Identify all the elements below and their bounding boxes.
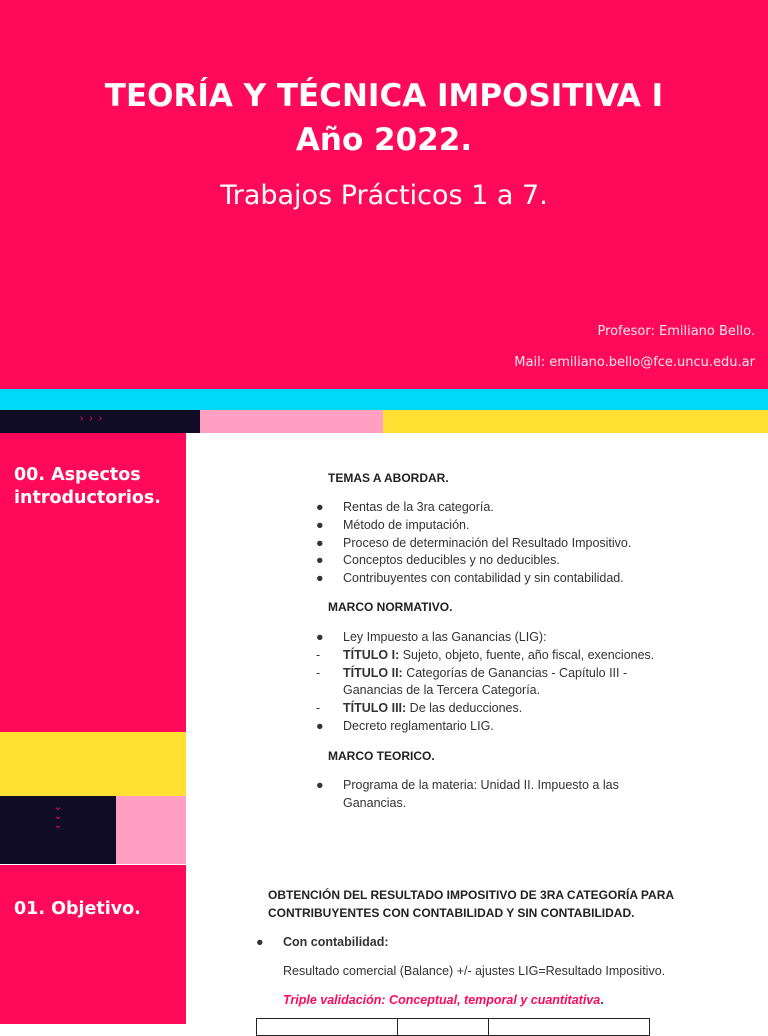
list-item: ● Programa de la materia: Unidad II. Impuesto a las Ganancias.	[316, 778, 619, 810]
list-item: ● Decreto reglamentario LIG.	[316, 718, 680, 736]
chevron-right-icons	[80, 413, 108, 424]
cover-header	[0, 0, 768, 389]
list-item: - TÍTULO I: Sujeto, objeto, fuente, año fiscal, exenciones.	[316, 647, 680, 665]
marco-teorico-list	[316, 777, 680, 813]
section-0-title: 00. Aspectos introductorios.	[14, 465, 161, 508]
sidebar-pink-block	[116, 796, 186, 864]
bullet-icon: ●	[256, 935, 264, 949]
list-item: ● Contribuyentes con contabilidad y sin contabilidad.	[316, 570, 696, 588]
bullet-icon: ●	[316, 630, 324, 644]
con-contabilidad-item: ● Con contabilidad:	[256, 934, 696, 952]
list-item: ● Ley Impuesto a las Ganancias (LIG):	[316, 629, 680, 647]
marco-teorico-heading: MARCO TEORICO.	[328, 749, 435, 763]
sidebar-yellow-block	[0, 732, 186, 796]
dash-icon: -	[316, 647, 321, 662]
temas-heading: TEMAS A ABORDAR.	[328, 471, 449, 485]
partial-table	[256, 1018, 650, 1036]
formula-text: Resultado comercial (Balance) +/- ajustes LIG=Resultado Impositivo.	[283, 964, 666, 978]
list-item: - TÍTULO II: Categorías de Ganancias - Capítulo III - Ganancias de la Tercera Categoría.	[316, 665, 628, 698]
section-1-sidebar	[0, 865, 186, 1024]
professor-mail: Mail: emiliano.bello@fce.uncu.edu.ar	[514, 355, 755, 370]
pink-stripe	[200, 410, 383, 433]
marco-normativo-list	[316, 629, 680, 736]
list-item: ● Proceso de determinación del Resultado Impositivo.	[316, 535, 696, 553]
bullet-icon: ●	[316, 778, 324, 792]
bullet-icon: ●	[316, 553, 324, 568]
chevron-down-icon: ⌄	[53, 820, 63, 831]
chevron-right-icon: ›	[80, 413, 90, 424]
yellow-stripe	[383, 410, 768, 433]
chevron-down-icon: ⌄	[53, 811, 63, 822]
objetivo-heading: OBTENCIÓN DEL RESULTADO IMPOSITIVO DE 3RA CATEGORÍA PARA CONTRIBUYENTES CON CONTABILIDAD Y SIN CONTABILIDAD.	[268, 888, 675, 920]
cyan-stripe	[0, 389, 768, 410]
bullet-icon: ●	[316, 535, 324, 550]
marco-normativo-heading: MARCO NORMATIVO.	[328, 600, 453, 614]
professor-name: Profesor: Emiliano Bello.	[597, 324, 755, 339]
bullet-icon: ●	[316, 517, 324, 532]
list-item: ● Rentas de la 3ra categoría.	[316, 499, 696, 517]
list-item: ● Conceptos deducibles y no deducibles.	[316, 552, 696, 570]
chevron-right-icon: ›	[98, 413, 109, 424]
bullet-icon: ●	[316, 500, 324, 514]
chevron-down-icons	[52, 803, 64, 830]
temas-list	[316, 499, 696, 588]
list-item: - TÍTULO III: De las deducciones.	[316, 700, 680, 718]
document-title	[0, 74, 768, 162]
chevron-right-icon: ›	[89, 413, 99, 424]
title-line-2: Año 2022.	[295, 122, 473, 158]
dash-icon: -	[316, 665, 321, 680]
table-row	[257, 1019, 650, 1036]
bullet-icon: ●	[316, 718, 324, 733]
validation-text: Triple validación: Conceptual, temporal y cuantitativa.	[283, 993, 604, 1007]
bullet-icon: ●	[316, 571, 324, 586]
title-line-1: TEORÍA Y TÉCNICA IMPOSITIVA I	[104, 78, 664, 114]
chevron-down-icon: ⌄	[53, 802, 63, 813]
section-1-title: 01. Objetivo.	[14, 899, 141, 919]
dash-icon: -	[316, 701, 321, 716]
document-subtitle: Trabajos Prácticos 1 a 7.	[220, 180, 548, 211]
list-item: ● Método de imputación.	[316, 517, 696, 535]
